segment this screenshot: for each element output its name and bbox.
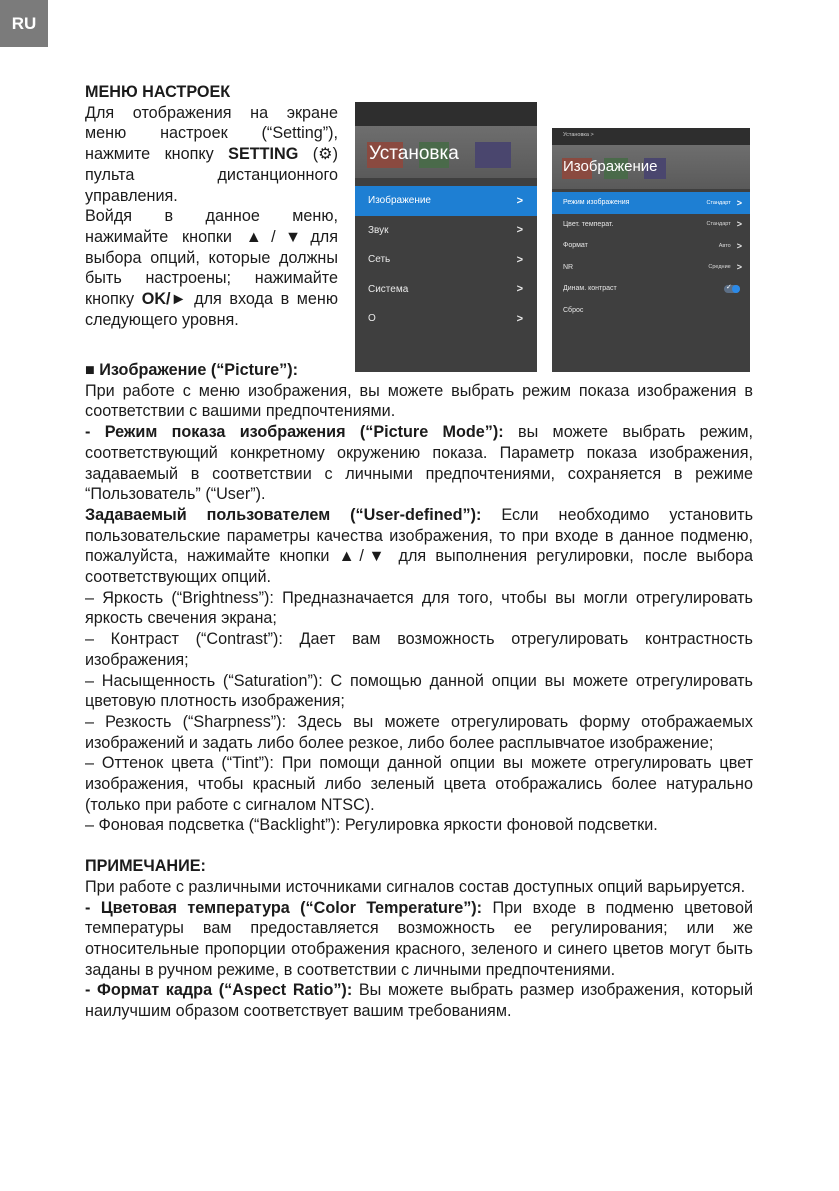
intro-section [85,82,338,330]
spacer [85,836,753,856]
breadcrumb: Установка > [552,128,750,145]
screen-title: Установка [369,143,459,164]
menu-item-reset[interactable]: Сброс [563,306,584,314]
chevron-right-icon: > [736,262,742,273]
picture-section-text: При работе с меню изображения, вы можете выбрать режим показа изображения в соответствии с вашими предпочтениями. [85,381,753,421]
settings-menu-screenshot [355,102,537,372]
chevron-right-icon: > [516,194,523,207]
menu-item-picture-mode[interactable]: Режим изображения Стандарт > [552,192,750,214]
menu-item-sound[interactable]: Звук > [368,224,523,237]
note-text: При работе с различными источниками сигналов состав доступных опций варьируется. [85,877,746,896]
picture-mode-paragraph: - Режим показа изображения (“Picture Mode”): вы можете выбрать режим, соответствующий конкретному окружению показа. Параметр показа изображения, задаваемый в соответствии с личными предпочтениями, сохраняется в режиме “Пользователь” (“User”). [85,423,753,504]
menu-settings-heading: МЕНЮ НАСТРОЕК [85,83,231,101]
menu-item-about[interactable]: О > [368,312,523,325]
chevron-right-icon: > [516,253,523,266]
menu-item-system[interactable]: Система > [368,283,523,296]
brightness-item: – Яркость (“Brightness”): Предназначается для того, чтобы вы могли отрегулировать яркость свечения экрана; [85,588,753,628]
picture-menu-list [552,192,750,321]
screen-title-area [355,126,537,178]
body-text [85,360,753,1022]
settings-menu-list [355,186,537,334]
user-defined-paragraph: Задаваемый пользователем (“User-defined”): Если необходимо установить пользовательские параметры качества изображения, то при входе в данное подменю, пожалуйста, нажимайте кнопки ▲/▼ для выполнения регулировки, после выбора соответствующих опций. [85,505,754,587]
aspect-ratio-paragraph: - Формат кадра (“Aspect Ratio”): Вы можете выбрать размер изображения, который наилучшим образом соответствует вашим требованиям. [85,981,753,1021]
title-color-block-blue [475,142,511,168]
picture-section-heading: ■ Изображение (“Picture”): [85,361,299,379]
screen-title-area [552,145,750,189]
menu-item-network[interactable]: Сеть > [368,253,523,266]
sharpness-item: – Резкость (“Sharpness”): Здесь вы можете отрегулировать форму отображаемых изображений и задать либо более резкое, либо более расплывчатое изображение; [85,712,753,752]
intro-paragraph-2: Войдя в данное меню, нажимайте кнопки ▲/▼для выбора опций, которые должны быть настроены; нажимайте кнопку OK/► для входа в меню следующего уровня. [85,207,338,329]
chevron-right-icon: > [736,197,742,208]
note-heading: ПРИМЕЧАНИЕ: [85,857,206,876]
color-temperature-paragraph: - Цветовая температура (“Color Temperature”): При входе в подменю цветовой температуры вам предоставляется возможность ее регулирования; или же относительные пропорции отображения красного, зеленого и синего цветов могут быть заданы в ручном режиме, в соответствии с личными предпочтениями. [85,898,753,979]
picture-menu-screenshot [552,128,750,372]
screen-topbar [355,102,537,126]
backlight-item: – Фоновая подсветка (“Backlight”): Регулировка яркости фоновой подсветки. [85,816,658,835]
menu-item-dynamic-contrast[interactable]: Динам. контраст ✓ [552,278,750,300]
screen-title: Изображение [563,158,658,175]
chevron-right-icon: > [516,224,523,237]
chevron-right-icon: > [516,283,523,296]
menu-item-picture[interactable]: Изображение > [355,186,537,216]
menu-item-color-temperature[interactable]: Цвет. температ. Стандарт > [563,219,742,230]
contrast-item: – Контраст (“Contrast”): Дает вам возможность отрегулировать контрастность изображения; [85,630,753,669]
intro-paragraph-1: Для отображения на экране меню настроек (“Setting”), нажмите кнопку SETTING (⚙) пульта дистанционного управления. [85,103,338,205]
menu-item-aspect-ratio[interactable]: Формат Авто > [563,240,742,251]
chevron-right-icon: > [516,312,523,325]
language-tab: RU [0,0,48,47]
dynamic-contrast-toggle[interactable] [724,285,740,293]
chevron-right-icon: > [736,219,742,230]
check-icon: ✓ [726,283,732,291]
saturation-item: – Насыщенность (“Saturation”): С помощью данной опции вы можете отрегулировать цветовую плотность изображения; [85,671,753,711]
tint-item: – Оттенок цвета (“Tint”): При помощи данной опции вы можете отрегулировать цвет изображения, чтобы красный либо зеленый цвета отображались более натурально (только при работе с сигналом NTSC). [85,754,753,814]
chevron-right-icon: > [736,240,742,251]
menu-item-noise-reduction[interactable]: NR Средние > [563,262,742,273]
